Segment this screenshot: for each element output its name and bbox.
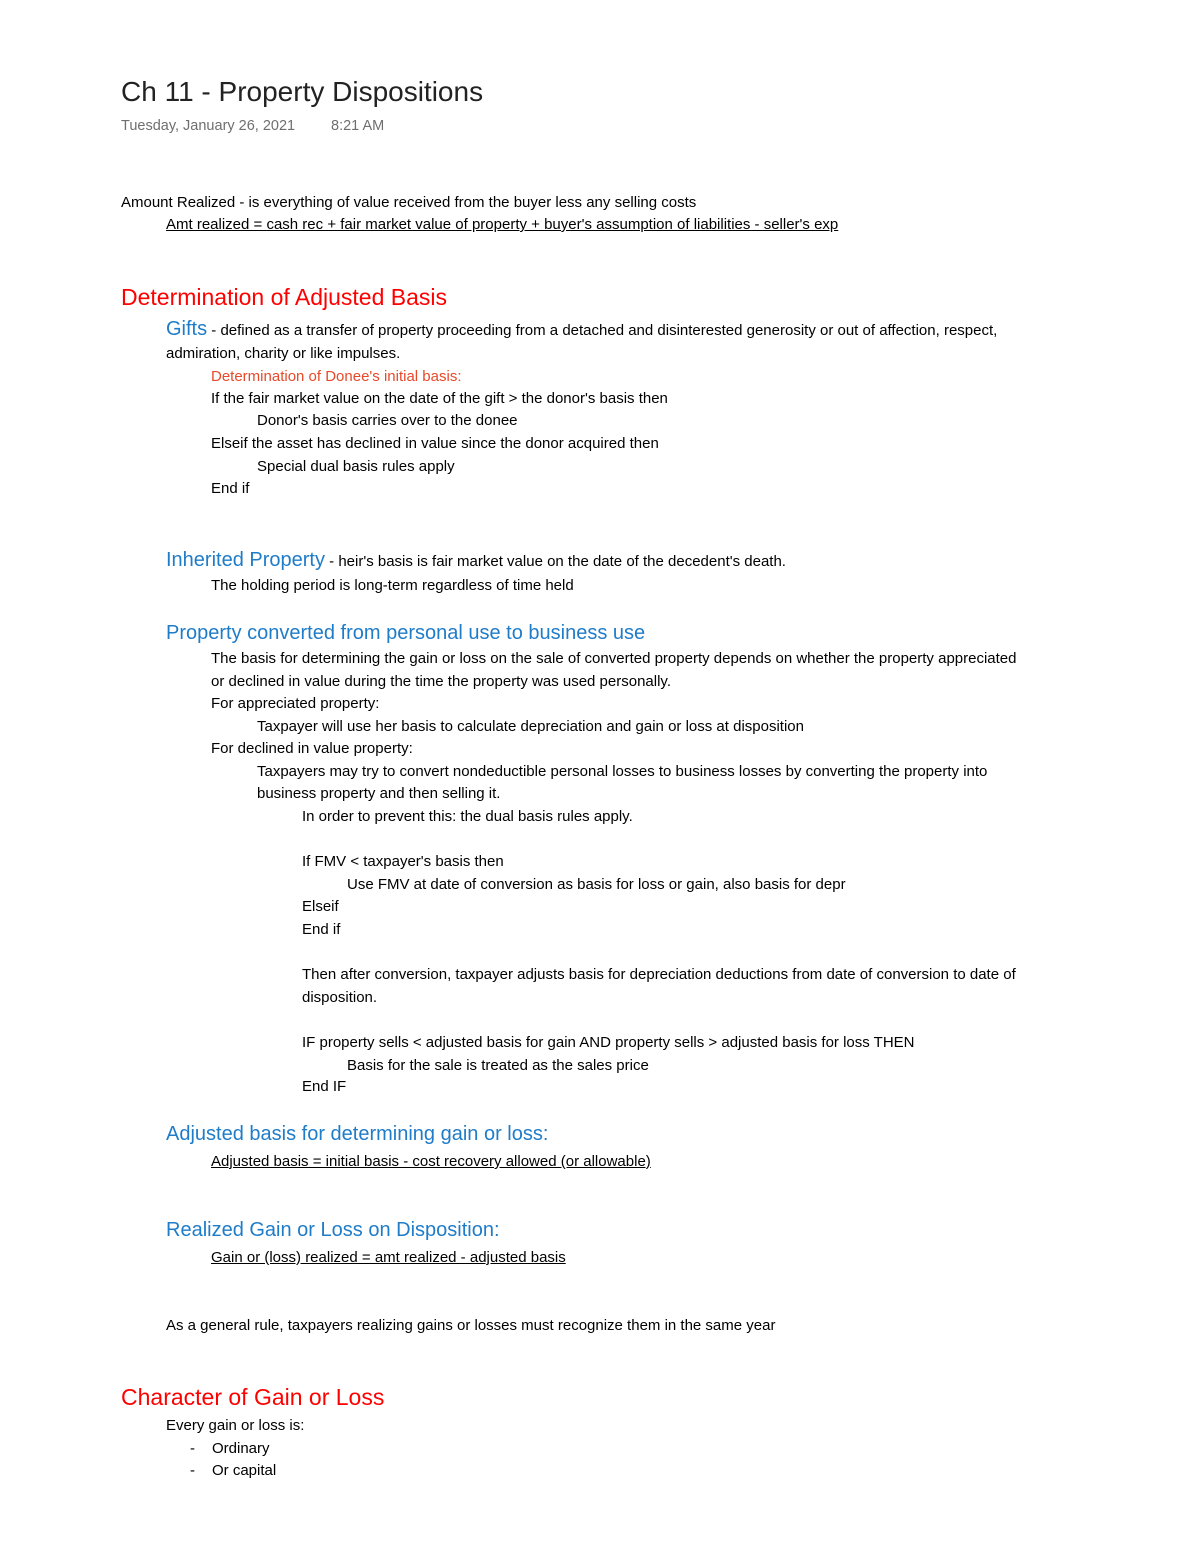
after-conversion-line1: Then after conversion, taxpayer adjusts basis for depreciation deductions from date of conversion to date of bbox=[302, 966, 1016, 983]
list-item bbox=[190, 1460, 276, 1482]
declined-line1: Taxpayers may try to convert nondeductible personal losses to business losses by converting the property into bbox=[257, 763, 988, 780]
gifts-definition-line1: - defined as a transfer of property proceeding from a detached and disinterested generosity or out of affection, respect, bbox=[207, 322, 998, 339]
gift-rule: End if bbox=[211, 480, 250, 497]
basis-sale-text: Basis for the sale is treated as the sales price bbox=[347, 1057, 649, 1074]
gift-rule: If the fair market value on the date of the gift > the donor's basis then bbox=[211, 390, 668, 407]
use-fmv-text: Use FMV at date of conversion as basis for loss or gain, also basis for depr bbox=[347, 876, 846, 893]
note-time: 8:21 AM bbox=[331, 118, 385, 134]
note-date: Tuesday, January 26, 2021 bbox=[121, 118, 296, 134]
donee-basis-subheading: Determination of Donee's initial basis: bbox=[211, 368, 462, 385]
appreciated-label: For appreciated property: bbox=[211, 695, 380, 712]
gifts-paragraph bbox=[166, 318, 997, 342]
inherited-definition: - heir's basis is fair market value on the date of the decedent's death. bbox=[324, 553, 786, 570]
elseif-text: Elseif bbox=[302, 898, 339, 915]
bullet-dash: - bbox=[190, 1462, 195, 1479]
prevent-text: In order to prevent this: the dual basis rules apply. bbox=[302, 808, 633, 825]
amount-realized-definition: Amount Realized - is everything of value received from the buyer less any selling costs bbox=[121, 194, 697, 211]
gifts-label: Gifts bbox=[166, 318, 208, 340]
adjusted-basis-formula: Adjusted basis = initial basis - cost recovery allowed (or allowable) bbox=[211, 1153, 651, 1170]
after-conversion-line2: disposition. bbox=[302, 989, 378, 1006]
list-item bbox=[190, 1438, 270, 1460]
page-title: Ch 11 - Property Dispositions bbox=[121, 76, 484, 107]
realized-formula: Gain or (loss) realized = amt realized - adjusted basis bbox=[211, 1249, 566, 1266]
gift-rule: Donor's basis carries over to the donee bbox=[257, 412, 518, 429]
realized-heading: Realized Gain or Loss on Disposition: bbox=[166, 1219, 500, 1241]
character-heading: Character of Gain or Loss bbox=[121, 1384, 385, 1410]
converted-intro-line2: or declined in value during the time the property was used personally. bbox=[211, 673, 671, 690]
gain-loss-heading: Adjusted basis for determining gain or loss: bbox=[166, 1123, 549, 1145]
declined-line2: business property and then selling it. bbox=[257, 785, 501, 802]
declined-label: For declined in value property: bbox=[211, 740, 413, 757]
inherited-paragraph bbox=[166, 549, 786, 573]
if-sells-text: IF property sells < adjusted basis for gain AND property sells > adjusted basis for loss THEN bbox=[302, 1034, 915, 1051]
gift-rule: Special dual basis rules apply bbox=[257, 458, 455, 475]
character-intro: Every gain or loss is: bbox=[166, 1417, 305, 1434]
gift-rule: Elseif the asset has declined in value since the donor acquired then bbox=[211, 435, 659, 452]
inherited-label: Inherited Property bbox=[166, 549, 325, 571]
if-fmv-text: If FMV < taxpayer's basis then bbox=[302, 853, 504, 870]
list-item-label: Or capital bbox=[212, 1462, 277, 1479]
adjusted-basis-heading: Determination of Adjusted Basis bbox=[121, 284, 448, 310]
list-item-label: Ordinary bbox=[212, 1440, 270, 1457]
amount-realized-formula: Amt realized = cash rec + fair market value of property + buyer's assumption of liabilities - seller's exp bbox=[166, 216, 839, 233]
end-if-caps-text: End IF bbox=[302, 1078, 347, 1095]
inherited-holding-period: The holding period is long-term regardless of time held bbox=[211, 577, 574, 594]
general-rule-text: As a general rule, taxpayers realizing gains or losses must recognize them in the same year bbox=[166, 1317, 776, 1334]
converted-property-heading: Property converted from personal use to business use bbox=[166, 622, 646, 644]
endif-text: End if bbox=[302, 921, 341, 938]
converted-intro-line1: The basis for determining the gain or loss on the sale of converted property depends on whether the property appreciated bbox=[211, 650, 1017, 667]
appreciated-text: Taxpayer will use her basis to calculate depreciation and gain or loss at disposition bbox=[257, 718, 804, 735]
bullet-dash: - bbox=[190, 1440, 195, 1457]
gifts-definition-line2: admiration, charity or like impulses. bbox=[166, 345, 401, 362]
